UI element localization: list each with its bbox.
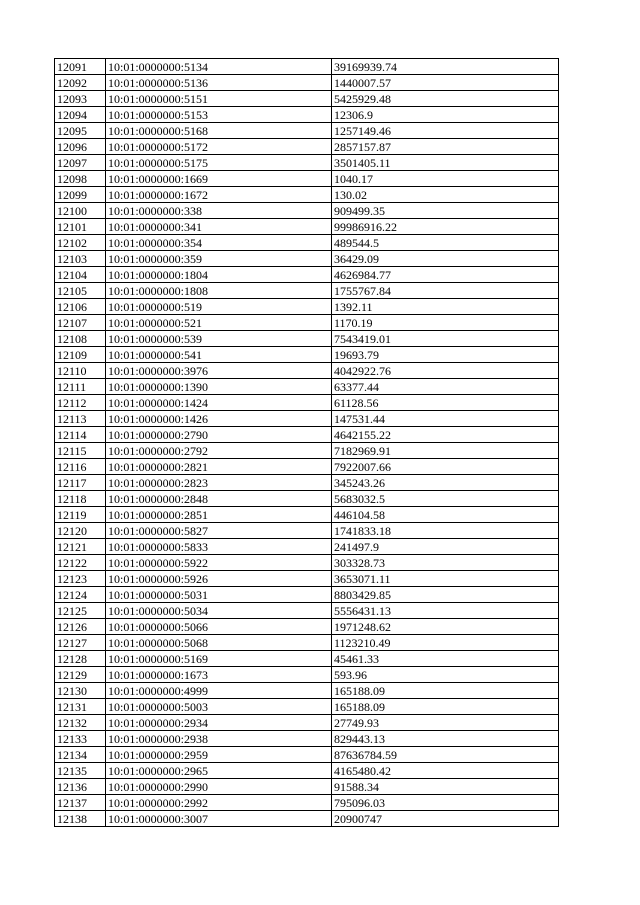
value-cell: 2857157.87 [332,139,559,155]
table-row [55,795,559,811]
value-cell: 4642155.22 [332,427,559,443]
row-number-cell: 12133 [55,731,106,747]
value-cell: 45461.33 [332,651,559,667]
row-number-cell: 12100 [55,203,106,219]
table-row [55,251,559,267]
cadastral-number-cell: 10:01:0000000:5827 [106,523,332,539]
table-body [55,59,559,827]
row-number-cell: 12117 [55,475,106,491]
value-cell: 7543419.01 [332,331,559,347]
cadastral-number-cell: 10:01:0000000:1804 [106,267,332,283]
row-number-cell: 12120 [55,523,106,539]
cadastral-number-cell: 10:01:0000000:2990 [106,779,332,795]
row-number-cell: 12094 [55,107,106,123]
value-cell: 1440007.57 [332,75,559,91]
row-number-cell: 12095 [55,123,106,139]
value-cell: 241497.9 [332,539,559,555]
data-table [54,58,559,827]
row-number-cell: 12128 [55,651,106,667]
value-cell: 1741833.18 [332,523,559,539]
row-number-cell: 12111 [55,379,106,395]
row-number-cell: 12104 [55,267,106,283]
cadastral-number-cell: 10:01:0000000:3976 [106,363,332,379]
table-row [55,507,559,523]
value-cell: 593.96 [332,667,559,683]
table-row [55,459,559,475]
value-cell: 1971248.62 [332,619,559,635]
cadastral-number-cell: 10:01:0000000:1424 [106,395,332,411]
table-row [55,379,559,395]
cadastral-number-cell: 10:01:0000000:1426 [106,411,332,427]
value-cell: 12306.9 [332,107,559,123]
cadastral-number-cell: 10:01:0000000:5169 [106,651,332,667]
cadastral-number-cell: 10:01:0000000:2823 [106,475,332,491]
cadastral-number-cell: 10:01:0000000:2790 [106,427,332,443]
table-row [55,299,559,315]
value-cell: 3653071.11 [332,571,559,587]
row-number-cell: 12132 [55,715,106,731]
value-cell: 489544.5 [332,235,559,251]
cadastral-number-cell: 10:01:0000000:1390 [106,379,332,395]
cadastral-number-cell: 10:01:0000000:541 [106,347,332,363]
table-row [55,699,559,715]
value-cell: 446104.58 [332,507,559,523]
cadastral-number-cell: 10:01:0000000:5175 [106,155,332,171]
value-cell: 303328.73 [332,555,559,571]
row-number-cell: 12110 [55,363,106,379]
table-row [55,635,559,651]
row-number-cell: 12096 [55,139,106,155]
value-cell: 36429.09 [332,251,559,267]
cadastral-number-cell: 10:01:0000000:2938 [106,731,332,747]
value-cell: 165188.09 [332,683,559,699]
value-cell: 99986916.22 [332,219,559,235]
row-number-cell: 12101 [55,219,106,235]
cadastral-number-cell: 10:01:0000000:2821 [106,459,332,475]
table-row [55,315,559,331]
value-cell: 130.02 [332,187,559,203]
row-number-cell: 12119 [55,507,106,523]
cadastral-number-cell: 10:01:0000000:5136 [106,75,332,91]
row-number-cell: 12127 [55,635,106,651]
table-row [55,811,559,827]
cadastral-number-cell: 10:01:0000000:5926 [106,571,332,587]
row-number-cell: 12109 [55,347,106,363]
value-cell: 8803429.85 [332,587,559,603]
cadastral-number-cell: 10:01:0000000:5153 [106,107,332,123]
value-cell: 1040.17 [332,171,559,187]
cadastral-number-cell: 10:01:0000000:2965 [106,763,332,779]
table-row [55,667,559,683]
table-row [55,491,559,507]
row-number-cell: 12118 [55,491,106,507]
row-number-cell: 12134 [55,747,106,763]
row-number-cell: 12126 [55,619,106,635]
row-number-cell: 12093 [55,91,106,107]
table-row [55,427,559,443]
table-row [55,91,559,107]
value-cell: 3501405.11 [332,155,559,171]
value-cell: 1257149.46 [332,123,559,139]
value-cell: 1170.19 [332,315,559,331]
table-row [55,171,559,187]
row-number-cell: 12107 [55,315,106,331]
table-row [55,363,559,379]
value-cell: 5556431.13 [332,603,559,619]
cadastral-number-cell: 10:01:0000000:1808 [106,283,332,299]
row-number-cell: 12131 [55,699,106,715]
row-number-cell: 12102 [55,235,106,251]
value-cell: 19693.79 [332,347,559,363]
table-row [55,75,559,91]
cadastral-number-cell: 10:01:0000000:2959 [106,747,332,763]
value-cell: 4165480.42 [332,763,559,779]
table-row [55,395,559,411]
cadastral-number-cell: 10:01:0000000:5168 [106,123,332,139]
cadastral-number-cell: 10:01:0000000:1672 [106,187,332,203]
table-row [55,107,559,123]
table-row [55,267,559,283]
value-cell: 27749.93 [332,715,559,731]
row-number-cell: 12106 [55,299,106,315]
row-number-cell: 12138 [55,811,106,827]
value-cell: 1392.11 [332,299,559,315]
table-row [55,683,559,699]
row-number-cell: 12092 [55,75,106,91]
row-number-cell: 12115 [55,443,106,459]
value-cell: 345243.26 [332,475,559,491]
row-number-cell: 12114 [55,427,106,443]
table-row [55,123,559,139]
row-number-cell: 12091 [55,59,106,75]
cadastral-number-cell: 10:01:0000000:5833 [106,539,332,555]
value-cell: 1123210.49 [332,635,559,651]
row-number-cell: 12105 [55,283,106,299]
table-row [55,475,559,491]
value-cell: 909499.35 [332,203,559,219]
cadastral-number-cell: 10:01:0000000:519 [106,299,332,315]
table-row [55,651,559,667]
table-row [55,203,559,219]
row-number-cell: 12108 [55,331,106,347]
value-cell: 4042922.76 [332,363,559,379]
row-number-cell: 12122 [55,555,106,571]
cadastral-number-cell: 10:01:0000000:521 [106,315,332,331]
table-row [55,603,559,619]
cadastral-number-cell: 10:01:0000000:338 [106,203,332,219]
row-number-cell: 12112 [55,395,106,411]
row-number-cell: 12116 [55,459,106,475]
cadastral-number-cell: 10:01:0000000:2851 [106,507,332,523]
cadastral-number-cell: 10:01:0000000:5031 [106,587,332,603]
value-cell: 1755767.84 [332,283,559,299]
table-row [55,59,559,75]
table-row [55,411,559,427]
table-row [55,587,559,603]
cadastral-number-cell: 10:01:0000000:5172 [106,139,332,155]
table-row [55,235,559,251]
value-cell: 63377.44 [332,379,559,395]
row-number-cell: 12124 [55,587,106,603]
row-number-cell: 12123 [55,571,106,587]
row-number-cell: 12136 [55,779,106,795]
table-row [55,731,559,747]
table-row [55,187,559,203]
table-row [55,571,559,587]
cadastral-number-cell: 10:01:0000000:5134 [106,59,332,75]
value-cell: 7182969.91 [332,443,559,459]
table-row [55,619,559,635]
cadastral-number-cell: 10:01:0000000:5151 [106,91,332,107]
cadastral-number-cell: 10:01:0000000:539 [106,331,332,347]
value-cell: 5425929.48 [332,91,559,107]
cadastral-number-cell: 10:01:0000000:2934 [106,715,332,731]
cadastral-number-cell: 10:01:0000000:2992 [106,795,332,811]
table-row [55,283,559,299]
cadastral-number-cell: 10:01:0000000:354 [106,235,332,251]
value-cell: 829443.13 [332,731,559,747]
row-number-cell: 12097 [55,155,106,171]
cadastral-number-cell: 10:01:0000000:3007 [106,811,332,827]
row-number-cell: 12103 [55,251,106,267]
value-cell: 147531.44 [332,411,559,427]
table-row [55,763,559,779]
table-row [55,747,559,763]
cadastral-number-cell: 10:01:0000000:2848 [106,491,332,507]
row-number-cell: 12130 [55,683,106,699]
table-row [55,219,559,235]
row-number-cell: 12137 [55,795,106,811]
table-row [55,715,559,731]
table-row [55,155,559,171]
cadastral-number-cell: 10:01:0000000:1669 [106,171,332,187]
table-row [55,347,559,363]
cadastral-number-cell: 10:01:0000000:5003 [106,699,332,715]
cadastral-number-cell: 10:01:0000000:5922 [106,555,332,571]
table-row [55,139,559,155]
row-number-cell: 12098 [55,171,106,187]
row-number-cell: 12113 [55,411,106,427]
row-number-cell: 12099 [55,187,106,203]
row-number-cell: 12129 [55,667,106,683]
table-row [55,555,559,571]
cadastral-number-cell: 10:01:0000000:1673 [106,667,332,683]
table-row [55,779,559,795]
table-row [55,331,559,347]
cadastral-number-cell: 10:01:0000000:4999 [106,683,332,699]
value-cell: 61128.56 [332,395,559,411]
value-cell: 4626984.77 [332,267,559,283]
row-number-cell: 12121 [55,539,106,555]
cadastral-number-cell: 10:01:0000000:341 [106,219,332,235]
cadastral-number-cell: 10:01:0000000:2792 [106,443,332,459]
cadastral-number-cell: 10:01:0000000:5034 [106,603,332,619]
value-cell: 5683032.5 [332,491,559,507]
value-cell: 87636784.59 [332,747,559,763]
table-row [55,539,559,555]
value-cell: 39169939.74 [332,59,559,75]
cadastral-number-cell: 10:01:0000000:359 [106,251,332,267]
value-cell: 91588.34 [332,779,559,795]
value-cell: 7922007.66 [332,459,559,475]
row-number-cell: 12135 [55,763,106,779]
cadastral-number-cell: 10:01:0000000:5066 [106,619,332,635]
row-number-cell: 12125 [55,603,106,619]
cadastral-number-cell: 10:01:0000000:5068 [106,635,332,651]
value-cell: 795096.03 [332,795,559,811]
value-cell: 20900747 [332,811,559,827]
table-row [55,443,559,459]
value-cell: 165188.09 [332,699,559,715]
table-row [55,523,559,539]
